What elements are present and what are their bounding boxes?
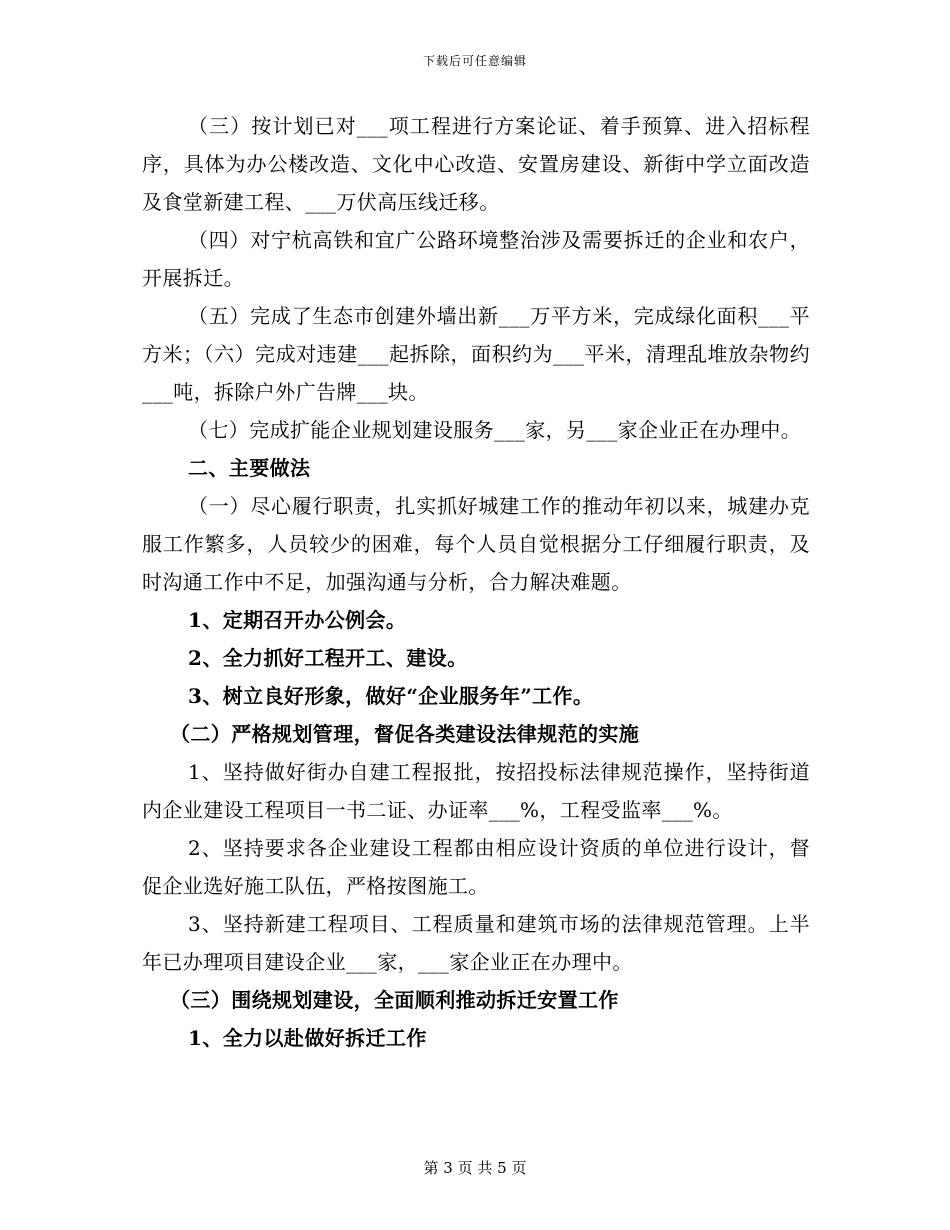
paragraph-sub2-1: 1、坚持做好街办自建工程报批，按招投标法律规范操作，坚持街道内企业建设工程项目一书二证、办证率___%，工程受监率___%。	[142, 760, 810, 822]
paragraph-method-1: （一）尽心履行职责，扎实抓好城建工作的推动年初以来，城建办克服工作繁多，人员较少的困难，每个人员自觉根据分工仔细履行职责，及时沟通工作中不足，加强沟通与分析，合力解决难题。	[142, 494, 810, 594]
list-item-1: 1、定期召开办公例会。	[188, 608, 407, 632]
paragraph-7: （七）完成扩能企业规划建设服务___家，另___家企业正在办理中。	[188, 418, 802, 442]
page-header: 下载后可任意编辑	[422, 54, 527, 68]
paragraph-4: （四）对宁杭高铁和宜广公路环境整治涉及需要拆迁的企业和农户，开展拆迁。	[142, 228, 810, 290]
list-item-2: 2、全力抓好工程开工、建设。	[188, 646, 468, 670]
paragraph-3: （三）按计划已对___项工程进行方案论证、着手预算、进入招标程序，具体为办公楼改造、文化中心改造、安置房建设、新街中学立面改造及食堂新建工程、___万伏高压线迁移。	[142, 114, 810, 214]
section-heading-main-methods: 二、主要做法	[188, 456, 311, 480]
subsection-heading-2: （二）严格规划管理，督促各类建设法律规范的实施	[170, 722, 640, 746]
paragraph-sub2-3: 3、坚持新建工程项目、工程质量和建筑市场的法律规范管理。上半年已办理项目建设企业___家，___家企业正在办理中。	[142, 912, 810, 974]
document-body	[142, 107, 810, 1057]
paragraph-sub2-2: 2、坚持要求各企业建设工程都由相应设计资质的单位进行设计，督促企业选好施工队伍，严格按图施工。	[142, 836, 810, 898]
subsection-heading-3: （三）围绕规划建设，全面顺利推动拆迁安置工作	[170, 988, 619, 1012]
paragraph-5-6: （五）完成了生态市创建外墙出新___万平方米，完成绿化面积___平方米；（六）完成对违建___起拆除，面积约为___平米，清理乱堆放杂物约___吨，拆除户外广告牌___块。	[142, 304, 810, 404]
list-item-3: 3、树立良好形象，做好“企业服务年”工作。	[188, 684, 594, 708]
paragraph-sub3-1: 1、全力以赴做好拆迁工作	[188, 1026, 427, 1050]
page-footer: 第 3 页 共 5 页	[423, 1159, 527, 1177]
